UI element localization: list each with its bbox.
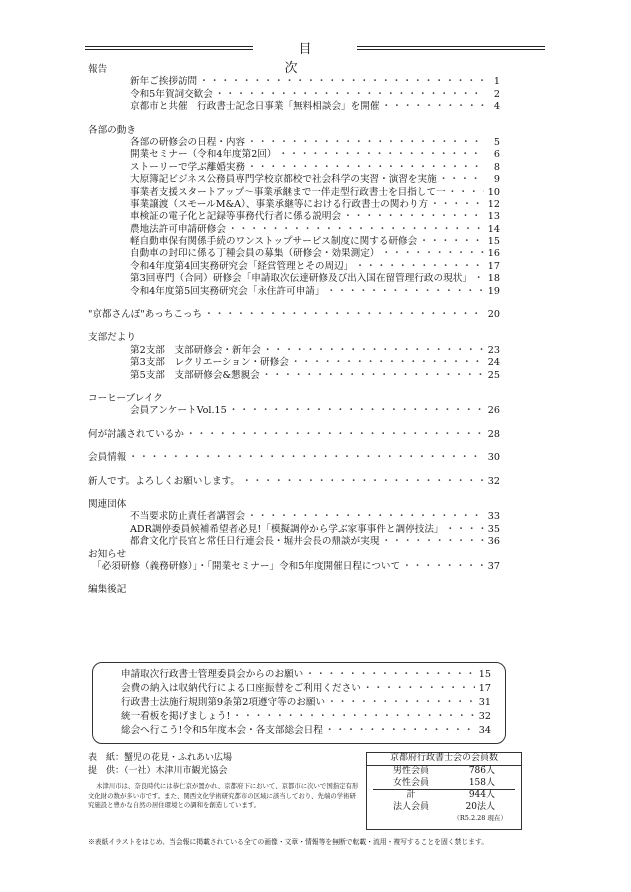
toc-entry-page: 18 <box>487 273 500 285</box>
toc-entry <box>88 101 500 113</box>
leader-dots <box>204 309 484 321</box>
toc-entry-label: 新年ご挨拶訪問 <box>130 76 198 88</box>
toc-entry-page: 34 <box>478 725 491 736</box>
toc-entry <box>88 149 500 161</box>
toc-entry-label: 各部の研修会の日程・内容 <box>130 136 246 148</box>
toc-entry-label: 統一看板を掲げましょう! <box>121 711 231 722</box>
toc-entry-page: 23 <box>487 344 500 356</box>
toc-entry-label: 軽自動車保有関係手続のワンストップサービス制度に関する研修会 <box>130 236 418 248</box>
cover-value: 蟹児の花見・ふれあい広場 <box>124 753 233 763</box>
notice-box <box>92 662 506 744</box>
toc-entry <box>88 273 500 285</box>
toc-entry-label: 令和5年賀詞交歓会 <box>130 88 213 100</box>
leader-dots <box>327 696 475 710</box>
toc-entry <box>121 696 491 710</box>
title-rule-right <box>357 46 545 50</box>
leader-dots <box>446 524 484 536</box>
table-of-contents <box>88 64 500 597</box>
leader-dots <box>199 76 484 88</box>
member-row-total: 計 944人 <box>406 790 495 801</box>
toc-entry-label: 車検証の電子化と記録等事務代行者に係る説明会 <box>130 211 342 223</box>
toc-entry-page: 19 <box>487 285 500 297</box>
toc-entry <box>121 710 491 724</box>
toc-entry <box>88 248 500 260</box>
toc-entry-page: 33 <box>487 511 500 523</box>
toc-entry-page: 24 <box>487 357 500 369</box>
leader-dots <box>291 357 484 369</box>
toc-entry <box>88 224 500 236</box>
toc-entry-label: 行政書士法施行規則第9条第2項遵守等のお願い <box>121 697 326 708</box>
toc-section-title: 関連団体 <box>88 498 127 510</box>
toc-entry-label: 申請取次行政書士管理委員会からのお願い <box>121 669 304 680</box>
toc-entry-label: 令和4年度第5回実務研究会「永住許可申請」 <box>130 285 325 297</box>
toc-entry <box>121 724 491 738</box>
leader-dots <box>247 511 484 523</box>
toc-section-title: お知らせ <box>88 548 127 560</box>
toc-section-title: 報告 <box>88 64 108 75</box>
toc-entry-page: 20 <box>487 309 500 321</box>
toc-entry <box>88 345 500 357</box>
member-count-table <box>366 752 522 830</box>
toc-entry <box>88 476 500 488</box>
toc-entry-page: 5 <box>493 136 500 148</box>
leader-dots <box>247 137 484 149</box>
toc-section-title: コーヒーブレイク <box>88 392 163 404</box>
leader-dots <box>430 199 484 211</box>
toc-entry <box>88 76 500 88</box>
toc-entry <box>121 668 491 682</box>
leader-dots <box>263 345 484 357</box>
toc-entry-label: 事業者支援スタートアップ～事業承継まで一伴走型行政書士を目指して一 <box>130 186 446 198</box>
toc-entry <box>88 357 500 369</box>
leader-dots <box>232 710 475 724</box>
leader-dots <box>229 405 484 417</box>
leader-dots <box>186 429 484 441</box>
toc-entry <box>121 682 491 696</box>
toc-section-title: 各部の動き <box>88 124 136 136</box>
title-rule-left <box>85 46 253 50</box>
member-row-corporate: 法人会員 20法人 <box>392 802 495 813</box>
toc-entry-page: 9 <box>493 174 500 186</box>
toc-entry-page: 36 <box>487 536 500 548</box>
toc-entry-label: 第3支部 レクリエーション・研修会 <box>130 357 289 369</box>
toc-entry-page: 26 <box>487 405 500 417</box>
toc-entry-page: 15 <box>478 669 491 680</box>
toc-entry-label: ADR調停委員候補希望者必見!「模擬調停から学ぶ家事事件と調停技法」 <box>130 523 444 535</box>
leader-dots <box>247 162 484 174</box>
toc-entry-label: 大原簿記ビジネス公務員専門学校京都校で社会科学の実習・演習を実施 <box>130 174 437 186</box>
leader-dots <box>381 536 484 548</box>
toc-entry-label: 令和4年度第4回実務研究会「経営管理とその周辺」 <box>130 260 354 272</box>
toc-entry <box>88 261 500 273</box>
toc-entry-page: 12 <box>487 198 500 210</box>
toc-entry <box>88 309 500 321</box>
toc-entry-label: 不当要求防止責任者講習会 <box>130 511 246 523</box>
leader-dots <box>305 668 475 682</box>
toc-entry-label: 事業譲渡（スモールM&A）、事業承継等における行政書士の関わり方 <box>130 198 429 210</box>
cover-description: 木津川市は、奈良時代には恭仁京が置かれ、京都府下において、京都市に次いで国指定有形文化財の数が多い市です。また、関西文化学術研究都市の区域に該当しており、先端の学術研究施設と豊かな自然の居住環境との調和を創造しています。 <box>88 782 359 810</box>
toc-entry-label: 会員アンケートVol.15 <box>130 405 227 417</box>
toc-entry-page: 1 <box>493 76 500 88</box>
toc-entry <box>88 187 500 199</box>
toc-entry-label: "京都さんぽ"あっちこっち <box>88 309 203 321</box>
toc-entry <box>88 199 500 211</box>
toc-entry-page: 13 <box>487 211 500 223</box>
leader-dots <box>474 273 484 285</box>
toc-entry <box>88 286 500 298</box>
leader-dots <box>327 286 485 298</box>
leader-dots <box>279 149 484 161</box>
copyright-notice: ※表紙イラストをはじめ、当会報に掲載されている全ての画像・文章・情報等を無断で転載・流用・複写することを固く禁じます。 <box>88 838 488 846</box>
toc-entry-page: 28 <box>487 428 500 440</box>
toc-section-title: 支部だより <box>88 332 136 344</box>
leader-dots <box>402 561 484 573</box>
leader-dots <box>448 187 484 199</box>
leader-dots <box>419 236 484 248</box>
toc-entry <box>88 524 500 536</box>
leader-dots <box>128 452 484 464</box>
toc-entry <box>88 370 500 382</box>
member-count-title: 京都府行政書士会の会員数 <box>367 753 521 766</box>
leader-dots <box>262 370 484 382</box>
toc-entry-page: 17 <box>478 683 491 694</box>
toc-entry-page: 32 <box>478 711 491 722</box>
toc-entry <box>88 162 500 174</box>
leader-dots <box>242 476 484 488</box>
member-count-date: （R5.2.28 現在） <box>453 813 507 822</box>
leader-dots <box>215 89 484 101</box>
toc-entry-label: 開業セミナー（令和4年度第2回） <box>130 149 277 161</box>
toc-entry-label: 総会へ行こう!令和5年度本会・各支部総会日程 <box>121 725 323 736</box>
toc-entry-page: 2 <box>493 88 500 100</box>
toc-entry-page: 14 <box>487 223 500 235</box>
provider-label: 提 供： <box>88 766 125 776</box>
leader-dots <box>439 174 484 186</box>
toc-entry-label: 会員情報 <box>88 452 127 464</box>
toc-entry-page: 31 <box>478 697 491 708</box>
toc-entry-page: 25 <box>487 369 500 381</box>
toc-entry-label: 「必須研修（義務研修）」・「開業セミナー」令和5年度開催日程について <box>92 560 401 572</box>
leader-dots <box>228 224 484 236</box>
toc-section-title: 編集後記 <box>88 584 127 596</box>
toc-entry <box>88 211 500 223</box>
leader-dots <box>343 211 484 223</box>
provider-value: （一社）木津川市観光協会 <box>124 766 228 776</box>
cover-label: 表 紙： <box>88 753 125 763</box>
toc-entry <box>88 137 500 149</box>
toc-entry-page: 15 <box>487 236 500 248</box>
leader-dots <box>325 724 475 738</box>
toc-entry-label: 第2支部 支部研修会・新年会 <box>130 344 261 356</box>
toc-entry-label: 第5支部 支部研修会&懇親会 <box>130 369 260 381</box>
member-row-male: 男性会員 786人 <box>392 765 495 776</box>
toc-entry-page: 35 <box>487 523 500 535</box>
toc-entry <box>88 561 500 573</box>
toc-entry-page: 10 <box>487 186 500 198</box>
toc-entry-label: 新人です。よろしくお願いします。 <box>88 475 240 487</box>
toc-entry <box>88 89 500 101</box>
toc-entry-page: 16 <box>487 248 500 260</box>
toc-entry-label: 農地法許可申請研修会 <box>130 223 226 235</box>
toc-entry-page: 32 <box>487 475 500 487</box>
leader-dots <box>355 261 484 273</box>
toc-entry-label: 第3回専門（合同）研修会「申請取次伝達研修及び出入国在留管理行政の現状」 <box>130 273 472 285</box>
notice-box-list <box>121 668 491 738</box>
toc-entry-page: 4 <box>493 101 500 113</box>
toc-entry <box>88 429 500 441</box>
page-title: 目 次 <box>284 42 381 76</box>
cover-info <box>88 752 360 811</box>
member-row-female: 女性会員 158人 <box>392 777 495 788</box>
toc-entry-label: 何が討議されているか <box>88 428 184 440</box>
toc-entry-label: 都倉文化庁長官と常任日行連会長・堀井会長の鼎談が実現 <box>130 536 380 548</box>
toc-entry-page: 17 <box>487 260 500 272</box>
toc-entry-page: 8 <box>493 161 500 173</box>
toc-entry <box>88 452 500 464</box>
toc-entry-page: 6 <box>493 149 500 161</box>
toc-entry <box>88 536 500 548</box>
toc-entry <box>88 236 500 248</box>
toc-entry <box>88 511 500 523</box>
toc-entry-label: 京都市と共催 行政書士記念日事業「無料相談会」を開催 <box>130 101 380 113</box>
toc-entry-label: ストーリーで学ぶ離婚実務 <box>130 161 246 173</box>
toc-entry <box>88 174 500 186</box>
toc-entry-label: 会費の納入は収納代行による口座振替をご利用ください <box>121 683 361 694</box>
leader-dots <box>363 682 475 696</box>
toc-entry-label: 自動車の封印に係る丁種会員の募集（研修会・効果測定） <box>130 248 380 260</box>
leader-dots <box>381 101 484 113</box>
toc-entry-page: 30 <box>487 452 500 464</box>
toc-entry-page: 37 <box>487 560 500 572</box>
toc-entry <box>88 405 500 417</box>
leader-dots <box>381 248 484 260</box>
